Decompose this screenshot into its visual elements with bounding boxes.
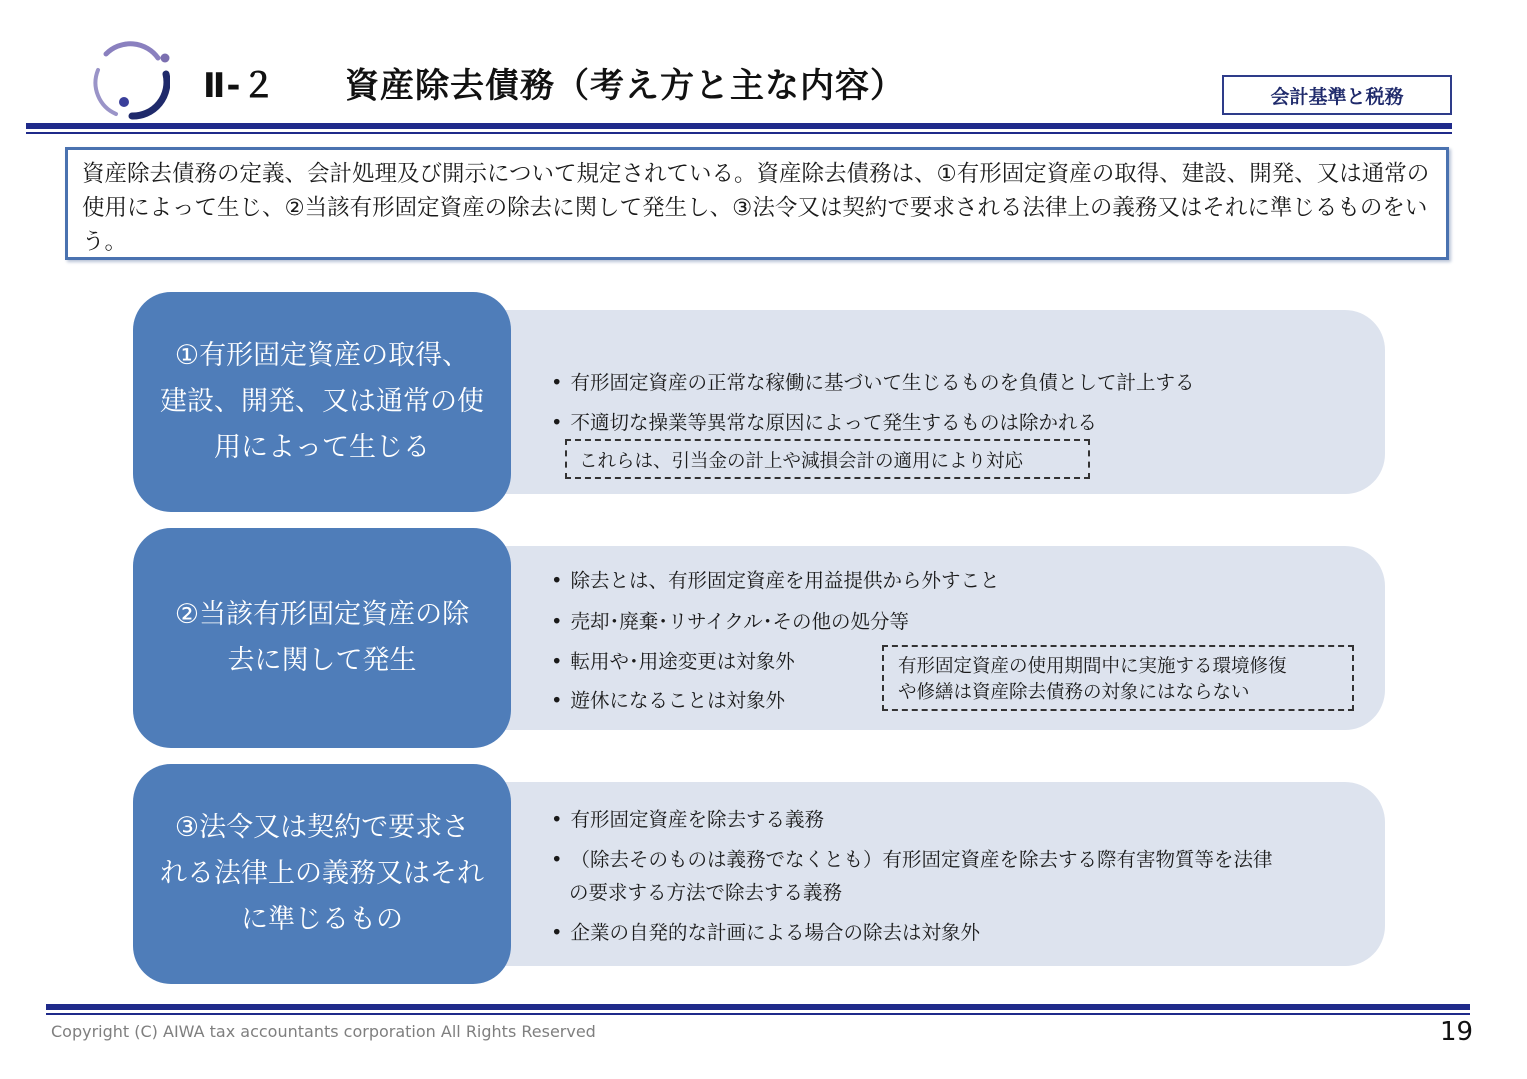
section-number: Ⅱ-２: [203, 66, 277, 106]
category-tag: 会計基準と税務: [1222, 75, 1452, 115]
row-2-label-line-2: 去に関して発生: [227, 645, 417, 676]
row-3-panel: [489, 782, 1385, 966]
row-2-bullet-2: • 売却･廃棄･リサイクル･その他の処分等: [551, 606, 909, 634]
row-1-label: [133, 292, 511, 512]
row-3-bullet-3: • 企業の自発的な計画による場合の除去は対象外: [551, 917, 980, 945]
row-2-label-line-1: ②当該有形固定資産の除: [174, 599, 470, 630]
row-2-label: [133, 528, 511, 748]
footer-divider: [46, 1004, 1470, 1010]
row-3-label: [133, 764, 511, 984]
page-number: 19: [1440, 1017, 1474, 1047]
row-2-panel: [489, 546, 1385, 730]
title-text: 資産除去債務（考え方と主な内容）: [345, 66, 905, 106]
row-1-label-line-2: 建設、開発、又は通常の使: [160, 386, 484, 417]
definition-box: 資産除去債務の定義、会計処理及び開示について規定されている。資産除去債務は、①有形固定資産の取得、建設、開発、又は通常の使用によって生じ、②当該有形固定資産の除去に関して発生し、③法令又は契約で要求される法律上の義務又はそれに準じるものをいう。: [65, 147, 1449, 260]
row-1-note: これらは、引当金の計上や減損会計の適用により対応: [565, 439, 1090, 479]
header-divider: [26, 123, 1452, 129]
row-1: [133, 292, 1385, 512]
row-3-bullet-1: • 有形固定資産を除去する義務: [551, 804, 824, 832]
row-2: [133, 528, 1385, 748]
page-title: [203, 58, 905, 107]
row-3-label-line-1: ③法令又は契約で要求さ: [174, 812, 470, 843]
row-2-note-line-1: 有形固定資産の使用期間中に実施する環境修復: [898, 656, 1287, 677]
copyright-text: Copyright (C) AIWA tax accountants corporation All Rights Reserved: [51, 1022, 596, 1041]
row-3-bullet-2-cont: の要求する方法で除去する義務: [569, 881, 843, 904]
row-2-bullet-4: • 遊休になることは対象外: [551, 685, 785, 713]
row-1-label-line-1: ①有形固定資産の取得、: [174, 340, 470, 371]
company-logo-icon: [86, 40, 170, 120]
row-2-bullet-3: • 転用や･用途変更は対象外: [551, 646, 795, 674]
row-3-bullet-2: • （除去そのものは義務でなくとも）有形固定資産を除去する際有害物質等を法律: [551, 844, 1273, 872]
header-divider-thin: [26, 132, 1452, 134]
row-2-note: [882, 645, 1354, 711]
row-1-bullet-1: • 有形固定資産の正常な稼働に基づいて生じるものを負債として計上する: [551, 367, 1195, 395]
row-3-label-line-2: れる法律上の義務又はそれ: [160, 858, 484, 889]
row-3: [133, 764, 1385, 984]
row-1-panel: [489, 310, 1385, 494]
row-3-label-line-3: に準じるもの: [241, 904, 403, 935]
row-1-bullet-2: • 不適切な操業等異常な原因によって発生するものは除かれる: [551, 407, 1097, 435]
footer-divider-thin: [46, 1013, 1470, 1015]
row-1-label-line-3: 用によって生じる: [214, 432, 430, 463]
row-2-note-line-2: や修繕は資産除去債務の対象にはならない: [898, 682, 1250, 703]
row-2-bullet-1: • 除去とは、有形固定資産を用益提供から外すこと: [551, 565, 1000, 593]
